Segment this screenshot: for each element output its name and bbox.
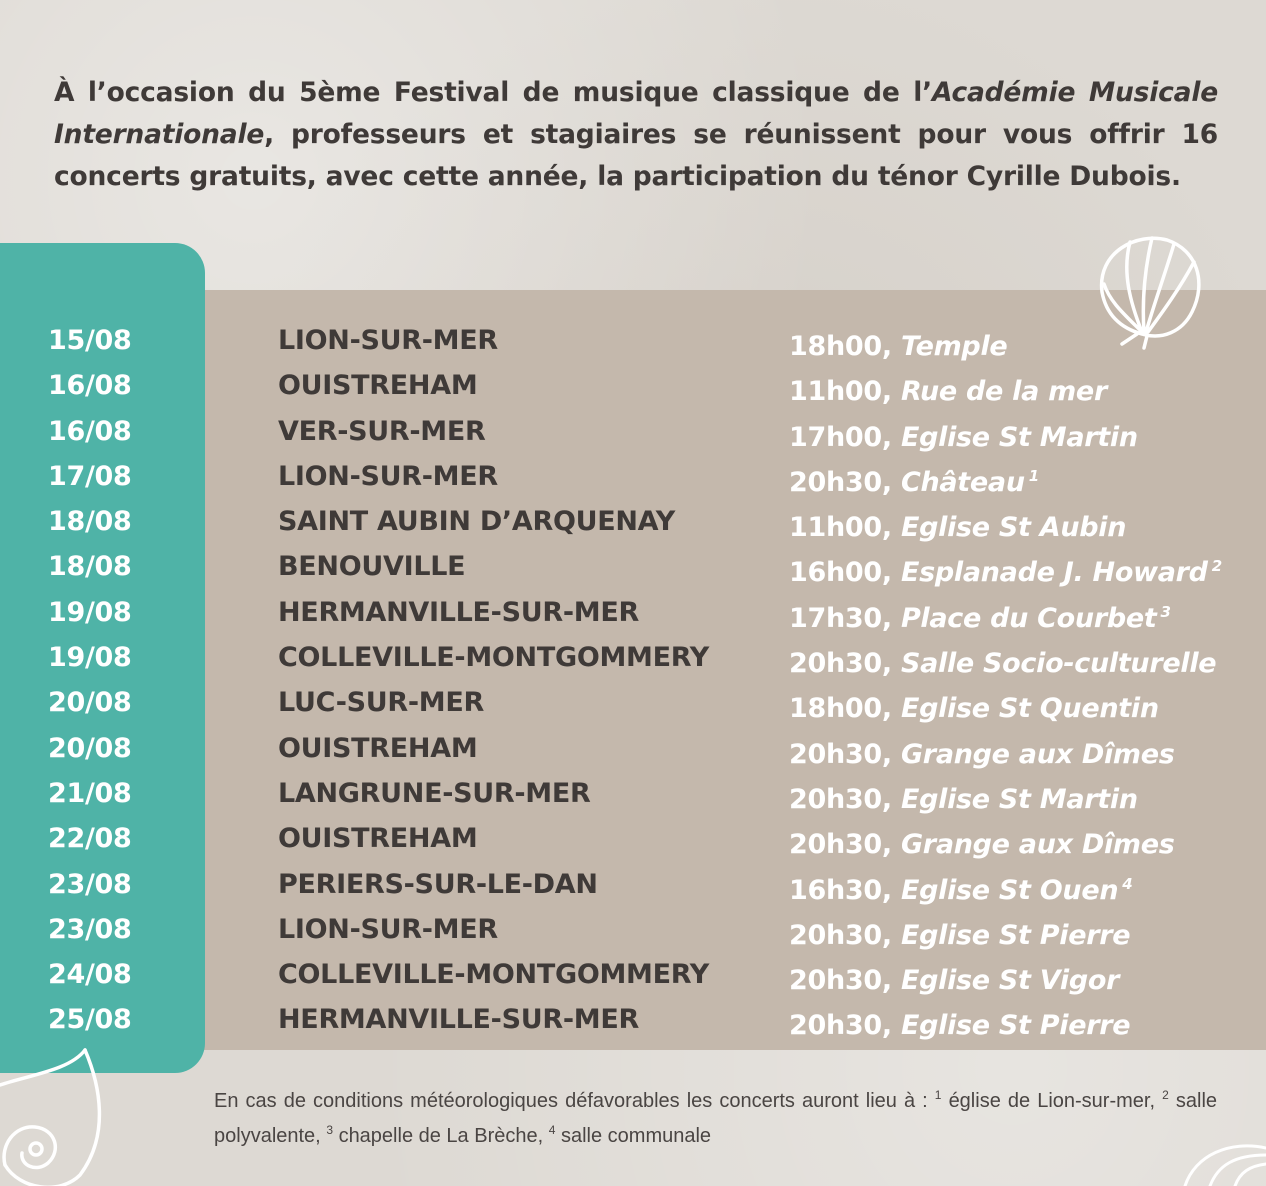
concert-city: OUISTREHAM [278, 370, 478, 402]
concert-time: 20h30, [789, 829, 892, 861]
concert-time-venue [789, 771, 1142, 822]
concert-city: OUISTREHAM [278, 823, 478, 855]
concert-time: 20h30, [789, 783, 892, 815]
concert-row [0, 409, 1266, 454]
concert-time: 11h00, [789, 376, 892, 408]
concert-date: 23/08 [48, 868, 132, 900]
concert-date: 18/08 [48, 506, 132, 538]
concert-date: 24/08 [48, 959, 132, 991]
concert-date: 23/08 [48, 913, 132, 945]
concert-city: LANGRUNE-SUR-MER [278, 777, 591, 809]
concert-time: 11h00, [789, 512, 892, 544]
concert-time-venue [789, 816, 1179, 867]
concert-row [0, 544, 1266, 589]
concert-venue [901, 376, 1111, 407]
concert-city: LION-SUR-MER [278, 913, 498, 945]
concert-time-venue [789, 409, 1142, 460]
concert-venue [901, 648, 1220, 679]
concert-time-venue [789, 544, 1222, 595]
concert-date: 19/08 [48, 642, 132, 674]
concert-venue [901, 693, 1163, 724]
concert-time-venue [789, 318, 1011, 369]
footnote-item: église de Lion-sur-mer, [948, 1090, 1156, 1112]
concert-city: PERIERS-SUR-LE-DAN [278, 868, 598, 900]
concert-date: 21/08 [48, 777, 132, 809]
concert-venue-name: Eglise St Martin [900, 783, 1138, 815]
concert-footnote-marker: 3 [1160, 602, 1171, 621]
concert-city: HERMANVILLE-SUR-MER [278, 596, 639, 628]
concert-venue [901, 965, 1123, 996]
footnote-number: 1 [934, 1088, 942, 1102]
concert-venue [901, 512, 1130, 543]
concert-venue-name: Eglise St Aubin [900, 512, 1127, 544]
concert-venue [901, 422, 1142, 453]
concert-date: 17/08 [48, 460, 132, 492]
concert-time-venue [789, 680, 1163, 731]
concert-venue-name: Grange aux Dîmes [900, 738, 1175, 770]
concert-row [0, 952, 1266, 997]
concert-time: 17h00, [789, 421, 892, 453]
concert-venue [901, 829, 1179, 860]
concert-city: LUC-SUR-MER [278, 687, 484, 719]
concert-time-venue [789, 726, 1179, 777]
concert-date: 16/08 [48, 370, 132, 402]
concert-row [0, 499, 1266, 544]
concert-time: 20h30, [789, 466, 892, 498]
concert-footnote-marker: 4 [1122, 874, 1133, 893]
footnote-number: 4 [548, 1123, 556, 1137]
concert-footnote-marker: 2 [1211, 557, 1222, 576]
concert-venue [901, 467, 1039, 498]
concert-venue [901, 331, 1011, 362]
concert-row [0, 726, 1266, 771]
concert-time: 20h30, [789, 919, 892, 951]
concert-city: BENOUVILLE [278, 551, 466, 583]
concert-date: 19/08 [48, 596, 132, 628]
concert-time: 16h30, [789, 874, 892, 906]
concert-venue [901, 557, 1222, 588]
concert-row [0, 771, 1266, 816]
concert-row [0, 363, 1266, 408]
concert-time: 16h00, [789, 557, 892, 589]
footnote-item: salle polyvalente, [214, 1090, 1218, 1147]
weather-footnote [214, 1081, 1217, 1151]
concert-venue-name: Grange aux Dîmes [900, 829, 1175, 861]
concert-date: 20/08 [48, 687, 132, 719]
concert-city: COLLEVILLE-MONTGOMMERY [278, 642, 710, 674]
concert-venue [901, 784, 1142, 815]
concert-venue-name: Château [900, 466, 1025, 498]
concert-time-venue [789, 952, 1123, 1003]
concert-row [0, 318, 1266, 363]
concert-row [0, 590, 1266, 635]
concert-time: 18h00, [789, 693, 892, 725]
concert-venue [901, 920, 1134, 951]
concert-time-venue [789, 862, 1132, 913]
concert-time-venue [789, 997, 1134, 1048]
concert-city: SAINT AUBIN D’ARQUENAY [278, 506, 675, 538]
concert-row [0, 907, 1266, 952]
concert-list [0, 318, 1266, 1043]
concert-time-venue [789, 907, 1134, 958]
concert-venue-name: Eglise St Vigor [900, 965, 1120, 997]
concert-row [0, 454, 1266, 499]
footnote-item: chapelle de La Brèche, [338, 1125, 544, 1147]
concert-time: 20h30, [789, 965, 892, 997]
concert-footnote-marker: 1 [1028, 466, 1039, 485]
concert-venue [901, 739, 1179, 770]
concert-city: COLLEVILLE-MONTGOMMERY [278, 959, 710, 991]
concert-venue [901, 603, 1171, 634]
concert-venue-name: Salle Socio-culturelle [900, 648, 1217, 680]
concert-time: 20h30, [789, 648, 892, 680]
concert-date: 15/08 [48, 325, 132, 356]
concert-row [0, 997, 1266, 1042]
concert-row [0, 816, 1266, 861]
concert-venue-name: Esplanade J. Howard [900, 557, 1208, 589]
concert-city: LION-SUR-MER [278, 460, 498, 492]
concert-date: 22/08 [48, 823, 132, 855]
concert-venue-name: Eglise St Pierre [900, 1010, 1131, 1042]
concert-venue-name: Eglise St Pierre [900, 919, 1131, 951]
concert-venue [901, 875, 1132, 906]
concert-time: 20h30, [789, 1010, 892, 1042]
concert-time: 20h30, [789, 738, 892, 770]
concert-time-venue [789, 454, 1039, 505]
concert-venue [901, 1010, 1134, 1041]
concert-time-venue [789, 363, 1111, 414]
intro-academy-name: Académie Musicale Internationale [54, 77, 1218, 150]
footnote-number: 3 [326, 1123, 333, 1137]
concert-time-venue [789, 499, 1130, 550]
concert-date: 18/08 [48, 551, 132, 583]
concert-venue-name: Rue de la mer [900, 376, 1107, 408]
concert-time: 17h30, [789, 602, 892, 634]
concert-time: 18h00, [789, 331, 892, 362]
concert-venue-name: Place du Courbet [900, 602, 1157, 634]
concert-date: 16/08 [48, 415, 132, 447]
concert-venue-name: Eglise St Martin [900, 421, 1138, 453]
concert-city: LION-SUR-MER [278, 325, 498, 356]
concert-row [0, 680, 1266, 725]
concert-city: OUISTREHAM [278, 732, 478, 764]
footnote-number: 2 [1162, 1088, 1169, 1102]
footnote-lead: En cas de conditions météorologiques défavorables les concerts auront lieu à : [214, 1090, 935, 1112]
concert-row [0, 635, 1266, 680]
concert-time-venue [789, 590, 1171, 641]
intro-text-end: , professeurs et stagiaires se réunissent pour vous offrir 16 concerts gratuits, avec cette année, la participation du ténor Cyrille Dubois. [54, 119, 1218, 192]
footnote-item: salle communale [560, 1125, 712, 1147]
concert-row [0, 862, 1266, 907]
concert-venue-name: Eglise St Quentin [900, 693, 1159, 725]
concert-date: 20/08 [48, 732, 132, 764]
concert-date: 25/08 [48, 1004, 132, 1036]
concert-city: HERMANVILLE-SUR-MER [278, 1004, 639, 1036]
intro-paragraph [54, 72, 1218, 198]
concert-venue-name: Temple [900, 331, 1008, 362]
concert-time-venue [789, 635, 1220, 686]
concert-venue-name: Eglise St Ouen [900, 874, 1119, 906]
concert-city: VER-SUR-MER [278, 415, 486, 447]
intro-text-start: À l’occasion du 5ème Festival de musique classique de l’ [54, 77, 932, 108]
